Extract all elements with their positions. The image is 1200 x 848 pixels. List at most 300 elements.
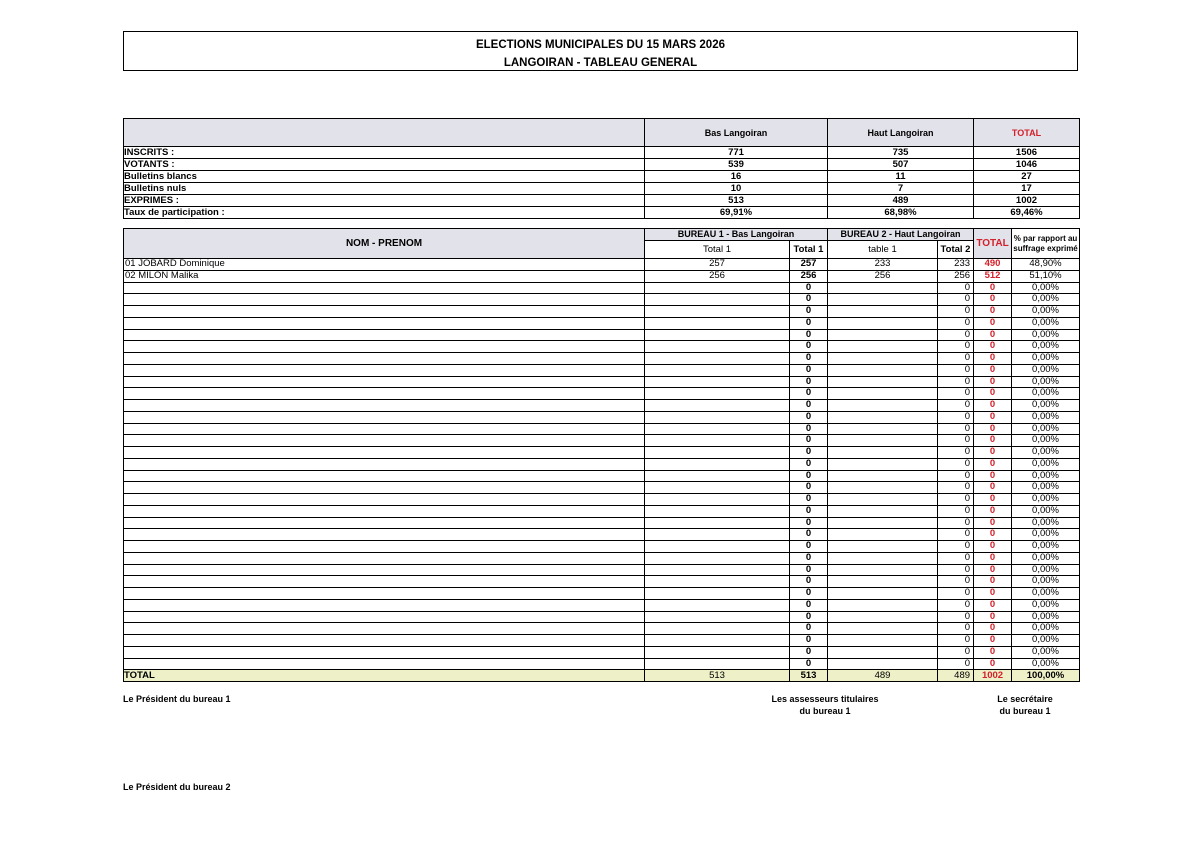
grand-total: 0 xyxy=(974,470,1012,482)
grand-total: 0 xyxy=(974,505,1012,517)
percent-value: 0,00% xyxy=(1012,341,1080,353)
bureau1-value: 257 xyxy=(645,259,790,271)
candidate-name xyxy=(124,458,645,470)
bureau1-value xyxy=(645,552,790,564)
candidate-name xyxy=(124,364,645,376)
bureau2-value xyxy=(828,541,938,553)
bureau2-value xyxy=(828,505,938,517)
bureau1-value xyxy=(645,482,790,494)
bureau2-value xyxy=(828,611,938,623)
bureau1-value xyxy=(645,505,790,517)
candidate-name xyxy=(124,599,645,611)
percent-value: 0,00% xyxy=(1012,470,1080,482)
bureau1-total: 0 xyxy=(790,388,828,400)
percent-value: 0,00% xyxy=(1012,423,1080,435)
bureau2-total: 0 xyxy=(938,658,974,670)
grand-total: 0 xyxy=(974,611,1012,623)
candidate-row xyxy=(124,552,1080,564)
bureau2-total: 256 xyxy=(938,270,974,282)
candidate-row xyxy=(124,599,1080,611)
candidate-row xyxy=(124,447,1080,459)
percent-value: 0,00% xyxy=(1012,505,1080,517)
bureau1-value xyxy=(645,611,790,623)
grand-total: 0 xyxy=(974,623,1012,635)
candidate-row xyxy=(124,611,1080,623)
bureau2-total: 0 xyxy=(938,576,974,588)
signature-assesseurs xyxy=(750,693,900,717)
grand-total: 1002 xyxy=(974,670,1012,682)
bureau1-total: 0 xyxy=(790,529,828,541)
bureau1-value xyxy=(645,435,790,447)
bureau2-total: 0 xyxy=(938,341,974,353)
candidate-name xyxy=(124,482,645,494)
bureau1-value xyxy=(645,329,790,341)
bureau2-total: 0 xyxy=(938,541,974,553)
bureau2-total: 0 xyxy=(938,564,974,576)
grand-total: 0 xyxy=(974,458,1012,470)
candidate-row xyxy=(124,658,1080,670)
candidate-name xyxy=(124,329,645,341)
bureau1-total: 0 xyxy=(790,541,828,553)
bureau1-value xyxy=(645,494,790,506)
grand-total: 490 xyxy=(974,259,1012,271)
candidate-row xyxy=(124,529,1080,541)
bureau2-total: 0 xyxy=(938,353,974,365)
percent-value: 0,00% xyxy=(1012,529,1080,541)
summary-row-value: 1046 xyxy=(974,159,1080,171)
candidate-name xyxy=(124,635,645,647)
summary-col-bas: Bas Langoiran xyxy=(645,119,828,147)
bureau2-total: 0 xyxy=(938,435,974,447)
bureau2-value xyxy=(828,364,938,376)
candidate-row xyxy=(124,411,1080,423)
candidate-row xyxy=(124,317,1080,329)
bureau2-value xyxy=(828,517,938,529)
grand-total: 0 xyxy=(974,658,1012,670)
bureau2-value xyxy=(828,646,938,658)
bureau1-value xyxy=(645,400,790,412)
bureau2-total: 0 xyxy=(938,482,974,494)
bureau1-value xyxy=(645,423,790,435)
candidate-row xyxy=(124,458,1080,470)
candidate-name xyxy=(124,411,645,423)
grand-total: 0 xyxy=(974,576,1012,588)
candidate-name xyxy=(124,529,645,541)
bureau1-value xyxy=(645,517,790,529)
percent-value: 0,00% xyxy=(1012,435,1080,447)
candidate-name xyxy=(124,317,645,329)
candidate-name: 02 MILON Malika xyxy=(124,270,645,282)
percent-value: 0,00% xyxy=(1012,353,1080,365)
bureau1-value xyxy=(645,470,790,482)
bureau1-value xyxy=(645,623,790,635)
bureau1-value xyxy=(645,458,790,470)
summary-row-value: 539 xyxy=(645,159,828,171)
summary-col-haut: Haut Langoiran xyxy=(828,119,974,147)
bureau1-value: 256 xyxy=(645,270,790,282)
bureau1-value xyxy=(645,282,790,294)
candidate-name: 01 JOBARD Dominique xyxy=(124,259,645,271)
candidate-name xyxy=(124,623,645,635)
percent-value: 0,00% xyxy=(1012,329,1080,341)
grand-total: 0 xyxy=(974,317,1012,329)
candidate-name xyxy=(124,552,645,564)
bureau1-total: 0 xyxy=(790,599,828,611)
candidate-row xyxy=(124,423,1080,435)
percent-value: 0,00% xyxy=(1012,282,1080,294)
results-header-row-1 xyxy=(124,229,1080,241)
bureau1-total: 0 xyxy=(790,646,828,658)
bureau1-value xyxy=(645,564,790,576)
bureau1-value xyxy=(645,364,790,376)
signature-assesseurs-line2: du bureau 1 xyxy=(799,706,851,716)
grand-total: 0 xyxy=(974,494,1012,506)
bureau1-total: 0 xyxy=(790,447,828,459)
bureau1-value xyxy=(645,294,790,306)
bureau2-total: 0 xyxy=(938,364,974,376)
summary-row-label: Taux de participation : xyxy=(124,207,645,219)
bureau2-value xyxy=(828,306,938,318)
bureau2-total: 0 xyxy=(938,376,974,388)
signature-secretaire xyxy=(975,693,1075,717)
summary-row xyxy=(124,171,1080,183)
candidate-name xyxy=(124,341,645,353)
candidate-name xyxy=(124,611,645,623)
candidate-name xyxy=(124,447,645,459)
bureau2-total: 0 xyxy=(938,447,974,459)
candidate-name xyxy=(124,541,645,553)
percent-value: 0,00% xyxy=(1012,458,1080,470)
bureau2-total: 0 xyxy=(938,423,974,435)
summary-row-value: 11 xyxy=(828,171,974,183)
bureau2-total: 233 xyxy=(938,259,974,271)
candidate-name xyxy=(124,505,645,517)
bureau1-total: 0 xyxy=(790,588,828,600)
bureau1-total: 0 xyxy=(790,505,828,517)
bureau2-total: 0 xyxy=(938,505,974,517)
bureau1-total: 256 xyxy=(790,270,828,282)
column-header-b1-total: Total 1 xyxy=(790,241,828,259)
column-header-total: TOTAL xyxy=(974,229,1012,259)
bureau1-value xyxy=(645,353,790,365)
bureau2-total: 0 xyxy=(938,517,974,529)
bureau2-value xyxy=(828,494,938,506)
grand-total: 0 xyxy=(974,517,1012,529)
bureau2-value: 256 xyxy=(828,270,938,282)
summary-header-row xyxy=(124,119,1080,147)
bureau2-total: 0 xyxy=(938,529,974,541)
bureau1-value xyxy=(645,376,790,388)
bureau2-value xyxy=(828,552,938,564)
grand-total: 0 xyxy=(974,306,1012,318)
candidate-row xyxy=(124,541,1080,553)
signature-secretaire-line2: du bureau 1 xyxy=(999,706,1051,716)
percent-value: 0,00% xyxy=(1012,646,1080,658)
summary-row-value: 10 xyxy=(645,183,828,195)
bureau2-value xyxy=(828,353,938,365)
bureau1-value xyxy=(645,588,790,600)
grand-total: 0 xyxy=(974,329,1012,341)
document-title-box xyxy=(123,31,1078,71)
bureau1-total: 257 xyxy=(790,259,828,271)
bureau2-total: 0 xyxy=(938,470,974,482)
bureau2-value xyxy=(828,411,938,423)
bureau2-value xyxy=(828,423,938,435)
bureau1-total: 0 xyxy=(790,635,828,647)
bureau1-total: 0 xyxy=(790,458,828,470)
candidate-name xyxy=(124,588,645,600)
percent-value: 0,00% xyxy=(1012,599,1080,611)
grand-total: 0 xyxy=(974,376,1012,388)
bureau1-total: 0 xyxy=(790,658,828,670)
bureau1-total: 0 xyxy=(790,317,828,329)
bureau2-total: 0 xyxy=(938,294,974,306)
candidate-row xyxy=(124,494,1080,506)
bureau1-value xyxy=(645,576,790,588)
candidate-row xyxy=(124,646,1080,658)
grand-total: 0 xyxy=(974,447,1012,459)
column-header-b2-total: Total 2 xyxy=(938,241,974,259)
signature-secretaire-line1: Le secrétaire xyxy=(997,694,1053,704)
bureau1-total: 0 xyxy=(790,423,828,435)
bureau2-value xyxy=(828,388,938,400)
candidate-row xyxy=(124,400,1080,412)
percent-value: 0,00% xyxy=(1012,376,1080,388)
percent-value: 0,00% xyxy=(1012,400,1080,412)
summary-row-value: 68,98% xyxy=(828,207,974,219)
candidate-row xyxy=(124,329,1080,341)
grand-total: 0 xyxy=(974,341,1012,353)
summary-row-value: 507 xyxy=(828,159,974,171)
percent-value: 0,00% xyxy=(1012,482,1080,494)
candidate-row xyxy=(124,259,1080,271)
summary-row xyxy=(124,195,1080,207)
candidate-row xyxy=(124,388,1080,400)
bureau1-total: 0 xyxy=(790,341,828,353)
bureau1-total: 0 xyxy=(790,552,828,564)
candidate-name xyxy=(124,388,645,400)
percent-value: 0,00% xyxy=(1012,635,1080,647)
grand-total: 0 xyxy=(974,588,1012,600)
bureau1-total: 0 xyxy=(790,306,828,318)
summary-row-value: 69,91% xyxy=(645,207,828,219)
grand-total: 0 xyxy=(974,599,1012,611)
bureau2-total: 0 xyxy=(938,306,974,318)
candidate-name xyxy=(124,294,645,306)
grand-total: 0 xyxy=(974,552,1012,564)
bureau2-value xyxy=(828,576,938,588)
bureau2-total: 0 xyxy=(938,646,974,658)
grand-total: 0 xyxy=(974,541,1012,553)
bureau1-value xyxy=(645,599,790,611)
bureau2-value xyxy=(828,317,938,329)
grand-total: 0 xyxy=(974,564,1012,576)
bureau1-total: 0 xyxy=(790,564,828,576)
percent-value: 0,00% xyxy=(1012,552,1080,564)
summary-table xyxy=(123,118,1080,219)
bureau1-value xyxy=(645,341,790,353)
grand-total: 0 xyxy=(974,353,1012,365)
bureau2-value xyxy=(828,282,938,294)
bureau1-value xyxy=(645,388,790,400)
bureau1-total: 0 xyxy=(790,576,828,588)
summary-row-value: 69,46% xyxy=(974,207,1080,219)
grand-total: 0 xyxy=(974,635,1012,647)
candidate-row xyxy=(124,588,1080,600)
total-row-label: TOTAL xyxy=(124,670,645,682)
percent-value: 0,00% xyxy=(1012,588,1080,600)
percent-value: 100,00% xyxy=(1012,670,1080,682)
bureau2-value xyxy=(828,458,938,470)
percent-value: 51,10% xyxy=(1012,270,1080,282)
bureau2-total: 0 xyxy=(938,458,974,470)
bureau2-value xyxy=(828,564,938,576)
grand-total: 0 xyxy=(974,411,1012,423)
summary-row xyxy=(124,159,1080,171)
bureau1-value xyxy=(645,529,790,541)
grand-total: 512 xyxy=(974,270,1012,282)
candidate-row xyxy=(124,270,1080,282)
percent-value: 0,00% xyxy=(1012,658,1080,670)
summary-row-label: VOTANTS : xyxy=(124,159,645,171)
grand-total: 0 xyxy=(974,529,1012,541)
bureau2-total: 0 xyxy=(938,282,974,294)
column-header-b2-sub: table 1 xyxy=(828,241,938,259)
bureau2-value xyxy=(828,376,938,388)
bureau1-total: 513 xyxy=(790,670,828,682)
bureau2-value xyxy=(828,294,938,306)
candidate-name xyxy=(124,353,645,365)
summary-header-blank xyxy=(124,119,645,147)
candidate-row xyxy=(124,282,1080,294)
bureau1-total: 0 xyxy=(790,470,828,482)
summary-row-value: 16 xyxy=(645,171,828,183)
grand-total: 0 xyxy=(974,646,1012,658)
bureau1-total: 0 xyxy=(790,482,828,494)
summary-row-label: INSCRITS : xyxy=(124,147,645,159)
candidate-name xyxy=(124,646,645,658)
candidate-name xyxy=(124,435,645,447)
bureau1-total: 0 xyxy=(790,294,828,306)
summary-row-label: EXPRIMES : xyxy=(124,195,645,207)
summary-row-value: 17 xyxy=(974,183,1080,195)
summary-row xyxy=(124,207,1080,219)
column-header-b1-sub: Total 1 xyxy=(645,241,790,259)
candidate-row xyxy=(124,364,1080,376)
percent-value: 0,00% xyxy=(1012,564,1080,576)
bureau1-value xyxy=(645,447,790,459)
bureau2-total: 0 xyxy=(938,588,974,600)
grand-total: 0 xyxy=(974,364,1012,376)
percent-value: 0,00% xyxy=(1012,294,1080,306)
grand-total: 0 xyxy=(974,282,1012,294)
bureau2-value xyxy=(828,435,938,447)
percent-value: 0,00% xyxy=(1012,411,1080,423)
candidate-row xyxy=(124,505,1080,517)
candidate-name xyxy=(124,470,645,482)
summary-row-value: 489 xyxy=(828,195,974,207)
percent-value: 0,00% xyxy=(1012,317,1080,329)
bureau2-value: 489 xyxy=(828,670,938,682)
summary-row-value: 735 xyxy=(828,147,974,159)
percent-value: 48,90% xyxy=(1012,259,1080,271)
percent-value: 0,00% xyxy=(1012,388,1080,400)
bureau2-total: 0 xyxy=(938,623,974,635)
percent-value: 0,00% xyxy=(1012,447,1080,459)
candidate-name xyxy=(124,564,645,576)
candidate-row xyxy=(124,635,1080,647)
summary-row-value: 1506 xyxy=(974,147,1080,159)
candidate-name xyxy=(124,306,645,318)
bureau1-total: 0 xyxy=(790,376,828,388)
summary-col-total: TOTAL xyxy=(974,119,1080,147)
bureau1-total: 0 xyxy=(790,353,828,365)
bureau2-value xyxy=(828,658,938,670)
bureau2-value xyxy=(828,329,938,341)
candidate-row xyxy=(124,306,1080,318)
percent-value: 0,00% xyxy=(1012,611,1080,623)
summary-row xyxy=(124,183,1080,195)
summary-row-value: 771 xyxy=(645,147,828,159)
grand-total: 0 xyxy=(974,435,1012,447)
percent-value: 0,00% xyxy=(1012,364,1080,376)
page-subtitle: LANGOIRAN - TABLEAU GENERAL xyxy=(503,57,698,69)
bureau2-total: 0 xyxy=(938,611,974,623)
candidate-row xyxy=(124,482,1080,494)
page-title: ELECTIONS MUNICIPALES DU 15 MARS 2026 xyxy=(475,39,725,51)
bureau1-value xyxy=(645,635,790,647)
percent-value: 0,00% xyxy=(1012,576,1080,588)
candidate-name xyxy=(124,282,645,294)
bureau1-total: 0 xyxy=(790,611,828,623)
bureau1-total: 0 xyxy=(790,623,828,635)
percent-value: 0,00% xyxy=(1012,541,1080,553)
results-table xyxy=(123,228,1080,682)
bureau2-value xyxy=(828,635,938,647)
bureau1-total: 0 xyxy=(790,517,828,529)
bureau1-total: 0 xyxy=(790,494,828,506)
candidate-row xyxy=(124,470,1080,482)
bureau1-value xyxy=(645,411,790,423)
bureau1-value xyxy=(645,541,790,553)
bureau1-value xyxy=(645,646,790,658)
column-header-nom: NOM - PRENOM xyxy=(124,229,645,259)
bureau1-total: 0 xyxy=(790,364,828,376)
bureau1-value xyxy=(645,317,790,329)
candidate-row xyxy=(124,517,1080,529)
candidate-row xyxy=(124,435,1080,447)
candidate-row xyxy=(124,341,1080,353)
grand-total: 0 xyxy=(974,423,1012,435)
percent-value: 0,00% xyxy=(1012,623,1080,635)
summary-row-label: Bulletins nuls xyxy=(124,183,645,195)
bureau1-total: 0 xyxy=(790,282,828,294)
summary-row-value: 1002 xyxy=(974,195,1080,207)
candidate-name xyxy=(124,494,645,506)
percent-value: 0,00% xyxy=(1012,306,1080,318)
total-row xyxy=(124,670,1080,682)
bureau2-total: 0 xyxy=(938,317,974,329)
column-header-bureau1: BUREAU 1 - Bas Langoiran xyxy=(645,229,828,241)
percent-value: 0,00% xyxy=(1012,517,1080,529)
bureau1-value xyxy=(645,658,790,670)
candidate-row xyxy=(124,376,1080,388)
bureau2-total: 0 xyxy=(938,400,974,412)
bureau1-total: 0 xyxy=(790,411,828,423)
bureau2-value xyxy=(828,529,938,541)
bureau2-total: 0 xyxy=(938,494,974,506)
bureau2-value xyxy=(828,341,938,353)
